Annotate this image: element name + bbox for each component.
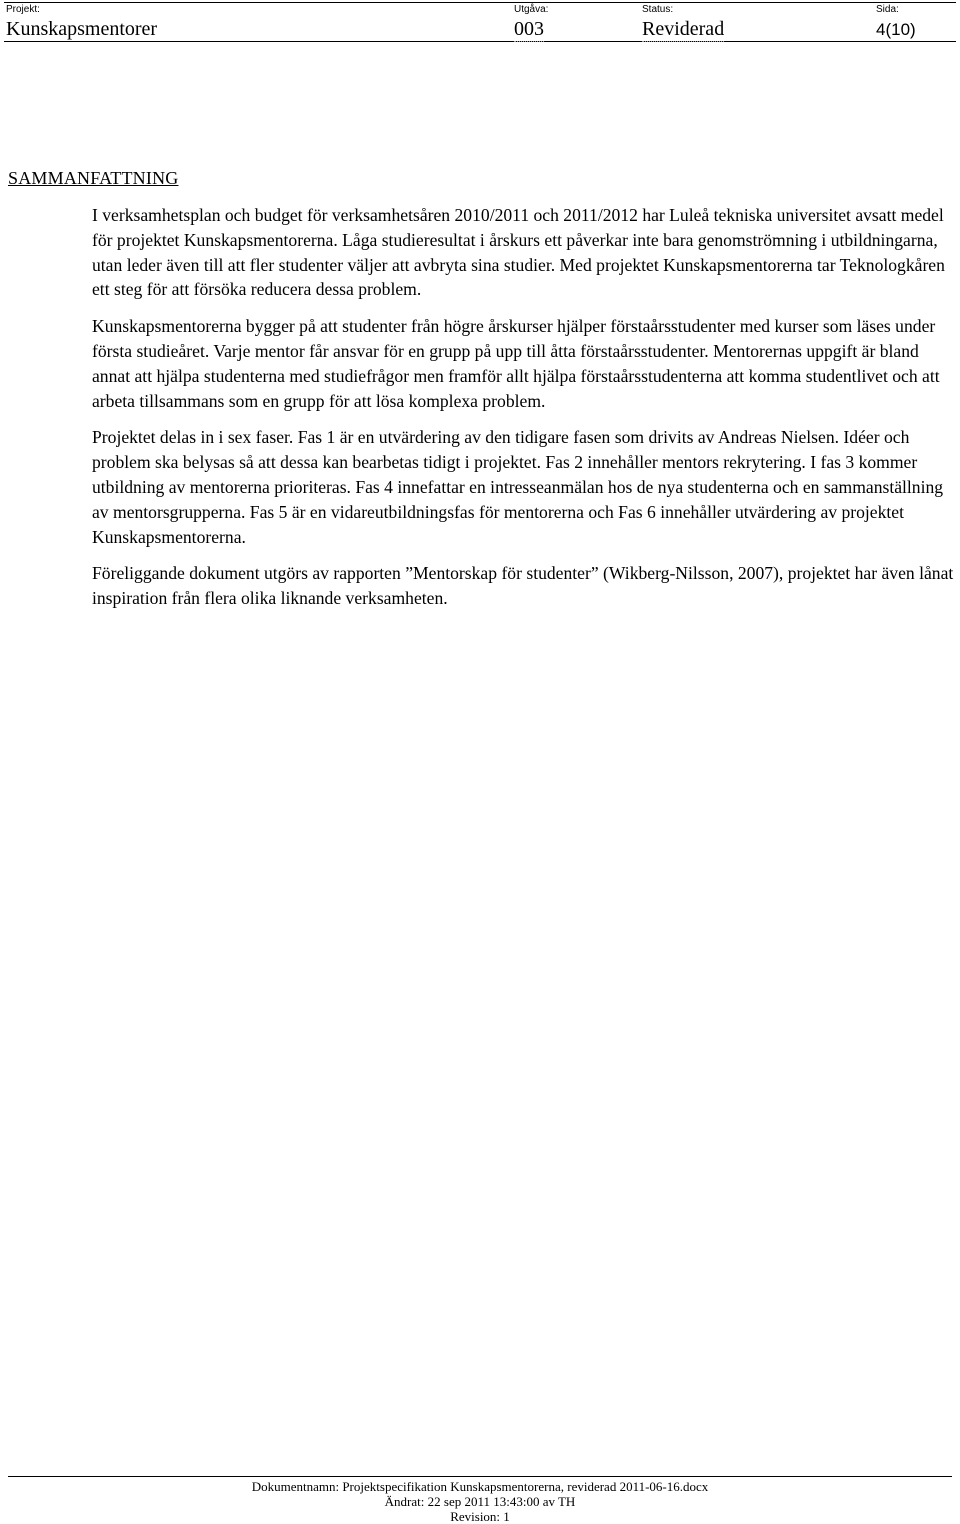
header-page bbox=[874, 3, 956, 41]
summary-paragraph-4: Föreliggande dokument utgörs av rapporten ”Mentorskap för studenter” (Wikberg-Nilsson, 2007), projektet har även lånat inspiration från flera olika liknande verksamheten. bbox=[92, 563, 954, 609]
header-project bbox=[4, 3, 508, 41]
header-project-value: Kunskapsmentorer bbox=[6, 18, 158, 40]
footer-document-name: Dokumentnamn: Projektspecifikation Kunskapsmentorerna, reviderad 2011-06-16.docx bbox=[251, 1479, 709, 1494]
header-project-label: Projekt: bbox=[6, 4, 40, 15]
summary-paragraph-2: Kunskapsmentorerna bygger på att studenter från högre årskurser hjälper förstaårsstudenter med kurser som läses under första studieåret. Varje mentor får ansvar för en grupp på upp till åtta förstaårsstudenter. Mentorernas uppgift är bland annat att hjälpa studenterna med studiefrågor men framför allt hjälpa förstaårsstudenterna att komma studentlivet och att arbeta tillsammans som en grupp för att lösa komplexa problem. bbox=[92, 316, 940, 411]
header-page-label: Sida: bbox=[876, 4, 899, 15]
header-status bbox=[640, 3, 870, 41]
header-page-number: 4(10) bbox=[876, 20, 916, 39]
footer-changed: Ändrat: 22 sep 2011 13:43:00 av TH bbox=[384, 1494, 576, 1509]
summary-paragraph-1: I verksamhetsplan och budget för verksamhetsåren 2010/2011 och 2011/2012 har Luleå tekniska universitet avsatt medel för projektet Kunskapsmentorerna. Låga studieresultat i årskurs ett påverkar inte bara genomströmning i utbildningarna, utan leder även till att fler studenter väljer att avbryta sina studier. Med projektet Kunskapsmentorerna tar Teknologkåren ett steg för att försöka reducera dessa problem. bbox=[92, 205, 945, 300]
header-edition-value: 003 bbox=[514, 18, 544, 40]
footer-revision: Revision: 1 bbox=[450, 1509, 510, 1524]
page-footer bbox=[0, 1479, 960, 1524]
header-edition bbox=[512, 3, 636, 41]
header-status-value: Reviderad bbox=[642, 18, 725, 40]
summary-body bbox=[92, 203, 954, 623]
footer-rule bbox=[8, 1476, 952, 1477]
header-edition-label: Utgåva: bbox=[514, 4, 549, 15]
page-header bbox=[4, 2, 956, 42]
section-heading: SAMMANFATTNING bbox=[8, 168, 179, 188]
header-status-label: Status: bbox=[642, 4, 674, 15]
summary-paragraph-3: Projektet delas in i sex faser. Fas 1 är en utvärdering av den tidigare fasen som drivits av Andreas Nielsen. Idéer och problem ska belysas så att dessa kan bearbetas tidigt i projektet. Fas 2 innehåller mentors rekrytering. I fas 3 kommer utbildning av mentorerna prioriteras. Fas 4 innefattar en intresseanmälan hos de nya studenterna och en sammanställning av mentorsgrupperna. Fas 5 är en vidareutbildningsfas för mentorerna och Fas 6 innehåller utvärdering av projektet Kunskapsmentorerna. bbox=[92, 427, 944, 547]
